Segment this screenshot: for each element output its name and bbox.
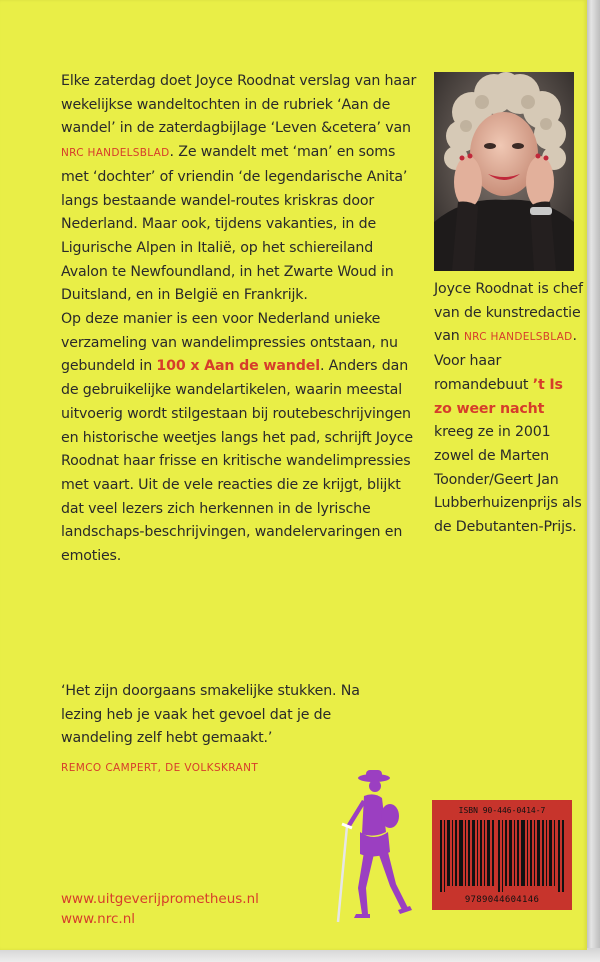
newspaper-name: NRC HANDELSBLAD [61, 147, 170, 160]
barcode-bars [440, 820, 564, 892]
blurb-paragraph-1: Elke zaterdag doet Joyce Roodnat verslag van haar wekelijkse wandeltochten in de rubriek ‘Aan de wandel’ in de zaterdagbijlage ‘Leven &cetera’ van NRC HANDELSBLAD. Ze wandelt met ‘man’ en soms met ‘dochter’ of vriendin ‘de legendarische Anita’ langs bestaande wandel-routes kriskras door Nederland. Maar ook, tijdens vakanties, in de Ligurische Alpen in Italië, op het schiereiland Avalon te Newfoundland, in het Zwarte Woud in Duitsland, en in België en Frankrijk. [61, 73, 417, 304]
bio-newspaper-name: NRC HANDELSBLAD [464, 331, 573, 344]
blurb-text [61, 70, 421, 569]
book-title: 100 x Aan de wandel [156, 358, 320, 375]
author-bio: Joyce Roodnat is chef van de kunstredactie van NRC HANDELSBLAD. Voor haar romandebuut ’t Is zo weer nacht kreeg ze in 2001 zowel de Marten Toonder/Geert Jan Lubberhuizenprijs als de Debutanten-Prijs. [434, 281, 583, 536]
barcode-digits: 9789044604146 [464, 895, 540, 905]
publisher-urls [61, 889, 259, 929]
walking-woman-icon [330, 768, 420, 924]
barcode [432, 800, 572, 910]
isbn-number: ISBN 90-446-0414-7 [458, 806, 546, 815]
debut-title: ’t Is zo weer nacht [434, 376, 563, 417]
url-nrc: www.nrc.nl [61, 911, 136, 927]
quote-source: REMCO CAMPERT, DE VOLKSKRANT [61, 762, 259, 774]
author-photo-image [434, 72, 574, 271]
blurb-paragraph-2: Op deze manier is een voor Nederland unieke verzameling van wandelimpressies ontstaan, nu gebundeld in 100 x Aan de wandel. Anders dan de gebruikelijke wandelartikelen, waarin meestal uitvoerig wordt stilgestaan bij routebeschrijvingen en historische weetjes langs het pad, schrijft Joyce Roodnat haar frisse en kritische wandelimpressies met vaart. Uit de vele reacties die ze krijgt, blijkt dat veel lezers zich herkennen in de lyrische landschaps-beschrijvingen, wandelervaringen en emoties. [61, 311, 413, 565]
review-quote: ‘Het zijn doorgaans smakelijke stukken. Na lezing heb je vaak het gevoel dat je de wandeling zelf hebt gemaakt.’ [61, 683, 360, 747]
page-bottom-edge [0, 948, 600, 962]
url-publisher: www.uitgeverijprometheus.nl [61, 891, 259, 907]
author-photo [434, 72, 574, 271]
